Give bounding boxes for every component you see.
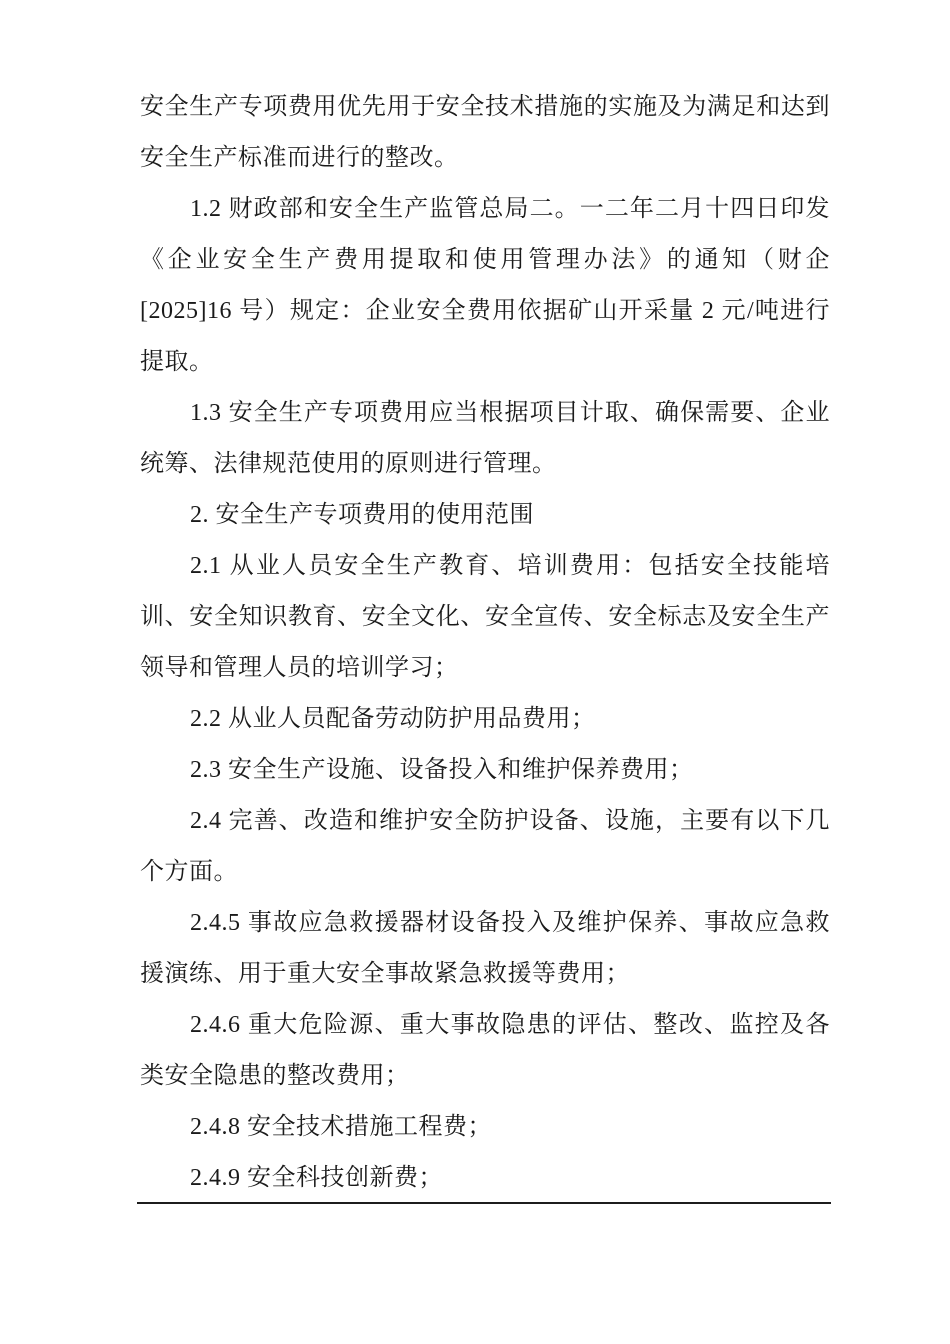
text-line: 领导和管理人员的培训学习； [140, 655, 459, 681]
text-line: 类安全隐患的整改费用； [140, 1063, 410, 1089]
text-line: 2.4.6 重大危险源、重大事故隐患的评估、整改、监控及各 [190, 1012, 830, 1038]
text-line: 安全生产专项费用优先用于安全技术措施的实施及为满足和达到 [140, 94, 830, 120]
document-text-block [140, 82, 830, 1204]
text-line: 训、安全知识教育、安全文化、安全宣传、安全标志及安全生产 [140, 604, 830, 630]
text-line: 2.2 从业人员配备劳动防护用品费用； [190, 706, 596, 732]
text-line: 1.2 财政部和安全生产监管总局二。一二年二月十四日印发 [190, 196, 830, 222]
text-line: [2025]16 号）规定：企业安全费用依据矿山开采量 2 元/吨进行 [140, 298, 830, 324]
text-line: 个方面。 [140, 859, 238, 885]
text-line: 2.4.8 安全技术措施工程费； [190, 1114, 492, 1140]
text-line: 提取。 [140, 349, 214, 375]
text-line: 2.1 从业人员安全生产教育、培训费用：包括安全技能培 [190, 553, 830, 579]
text-line: 2.4.9 安全科技创新费； [190, 1165, 443, 1191]
text-line: 2.3 安全生产设施、设备投入和维护保养费用； [190, 757, 694, 783]
footer-separator [137, 1202, 831, 1204]
text-line: 2.4.5 事故应急救援器材设备投入及维护保养、事故应急救 [190, 910, 830, 936]
text-line: 1.3 安全生产专项费用应当根据项目计取、确保需要、企业 [190, 400, 830, 426]
text-line: 2. 安全生产专项费用的使用范围 [190, 502, 534, 528]
text-line: 安全生产标准而进行的整改。 [140, 145, 459, 171]
text-line: 2.4 完善、改造和维护安全防护设备、设施，主要有以下几 [190, 808, 830, 834]
text-line: 援演练、用于重大安全事故紧急救援等费用； [140, 961, 630, 987]
text-line: 《企业安全生产费用提取和使用管理办法》的通知（财企 [140, 247, 830, 273]
text-line: 统筹、法律规范使用的原则进行管理。 [140, 451, 557, 477]
